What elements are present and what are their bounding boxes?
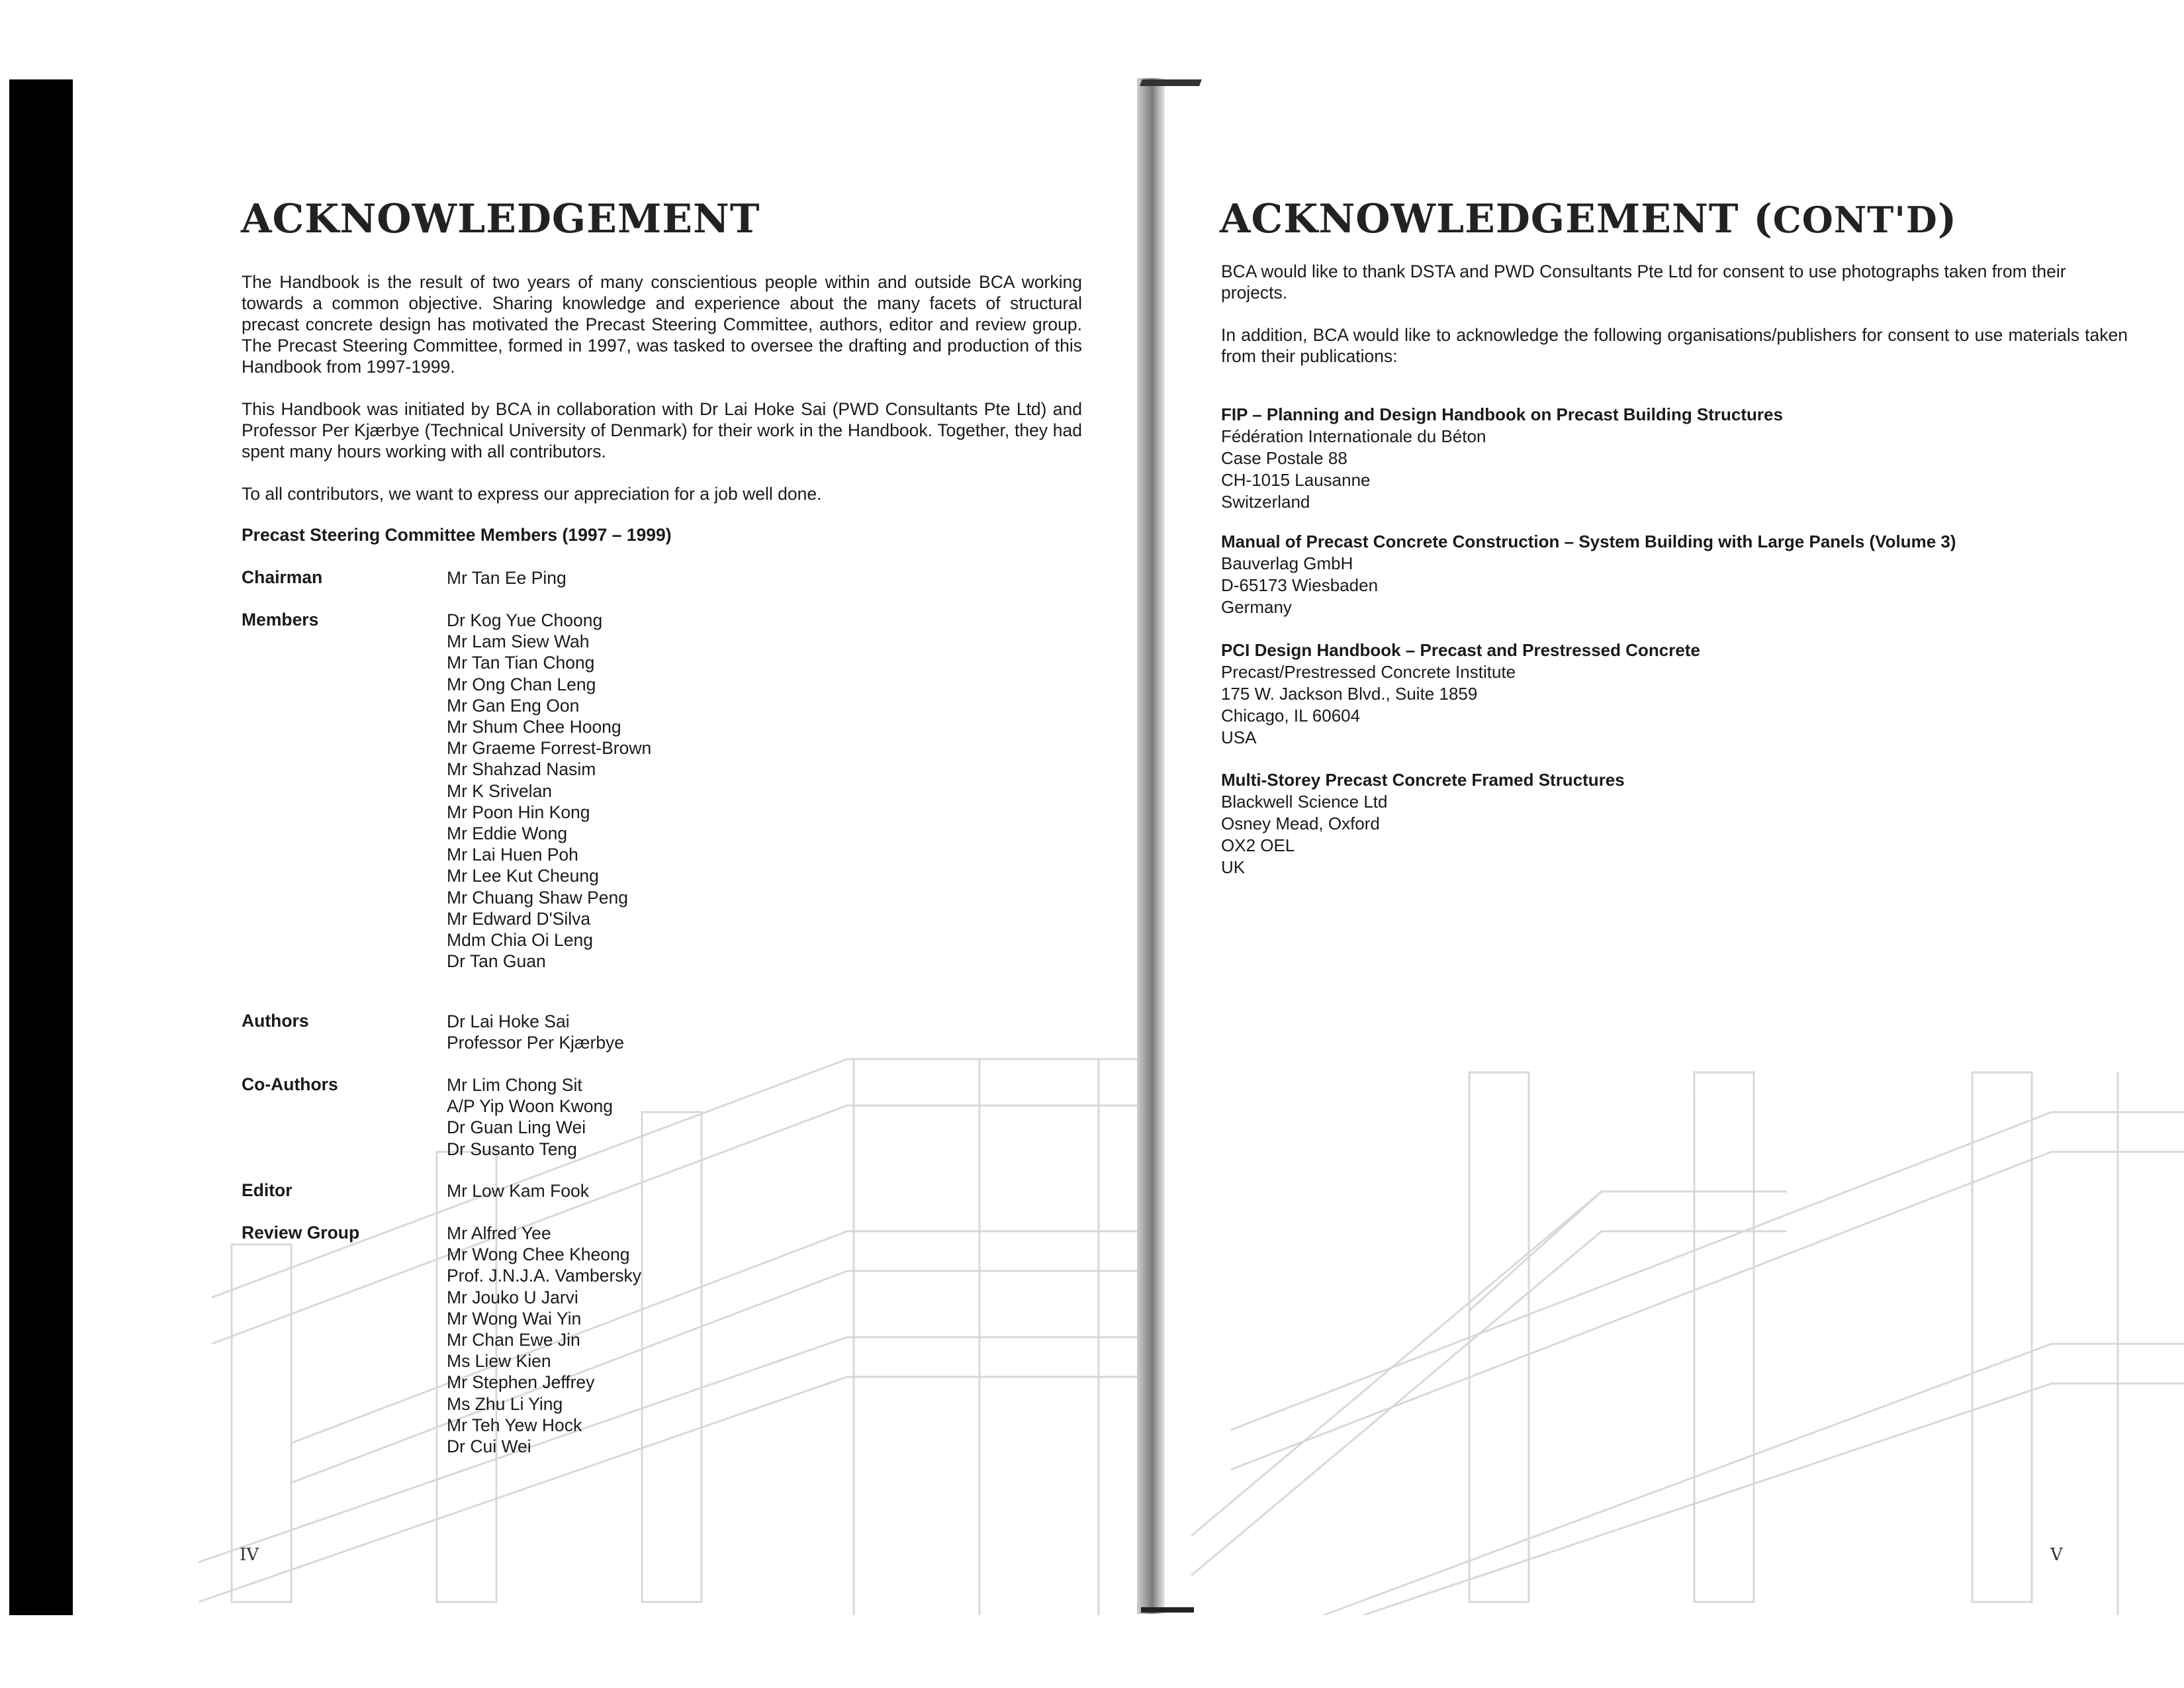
publication-title: Multi-Storey Precast Concrete Framed Structures [1221, 770, 1625, 790]
list-item: Mr Lee Kut Cheung [447, 866, 599, 886]
list-item: Dr Susanto Teng [447, 1139, 577, 1159]
list-item: Dr Guan Ling Wei [447, 1117, 586, 1138]
list-item: Dr Cui Wei [447, 1436, 531, 1457]
publication-line: Blackwell Science Ltd [1221, 792, 1388, 812]
publication-title: FIP – Planning and Design Handbook on Precast Building Structures [1221, 404, 1783, 424]
publication-entry [1221, 639, 1700, 749]
list-item: Ms Liew Kien [447, 1351, 551, 1372]
precast-frame-illustration [185, 1033, 1138, 1615]
publication-line: Germany [1221, 597, 1292, 617]
list-item: Prof. J.N.J.A. Vambersky [447, 1266, 642, 1286]
list-item: Mr Chan Ewe Jin [447, 1330, 580, 1350]
list-item: Mr Graeme Forrest-Brown [447, 738, 652, 759]
page-title [1220, 196, 1957, 242]
list-item: Mr Gan Eng Oon [447, 695, 580, 716]
list-item: Mr Lim Chong Sit [447, 1075, 582, 1095]
list-item: Mr Tan Tian Chong [447, 653, 595, 673]
publication-line: OX2 OEL [1221, 835, 1295, 855]
list-item: A/P Yip Woon Kwong [447, 1096, 613, 1117]
chairman-label: Chairman [242, 567, 323, 587]
authors-list [447, 1011, 624, 1053]
list-item: Dr Lai Hoke Sai [447, 1011, 570, 1031]
publication-line: UK [1221, 857, 1246, 877]
list-item: Mr Shum Chee Hoong [447, 717, 621, 737]
committee-heading: Precast Steering Committee Members (1997 – 1999) [242, 525, 672, 545]
publication-line: Precast/Prestressed Concrete Institute [1221, 662, 1516, 682]
editor-name: Mr Low Kam Fook [447, 1181, 590, 1201]
members-label: Members [242, 610, 319, 630]
appreciation-paragraph: To all contributors, we want to express our appreciation for a job well done. [242, 484, 822, 504]
publication-line: 175 W. Jackson Blvd., Suite 1859 [1221, 684, 1478, 704]
list-item: Mr Lam Siew Wah [447, 632, 590, 652]
publication-line: Case Postale 88 [1221, 448, 1347, 468]
review-group-list [447, 1223, 641, 1457]
list-item: Mr Edward D'Silva [447, 908, 591, 929]
right-page [1165, 0, 2184, 1688]
precast-frame-illustration [1191, 1033, 2184, 1615]
publication-line: Osney Mead, Oxford [1221, 814, 1380, 833]
publication-line: D-65173 Wiesbaden [1221, 575, 1379, 595]
list-item: Mr Jouko U Jarvi [447, 1287, 578, 1307]
list-item: Mr Wong Chee Kheong [447, 1244, 630, 1265]
title-open-paren: ( [1753, 196, 1773, 242]
co-authors-label: Co-Authors [242, 1074, 338, 1094]
list-item: Dr Tan Guan [447, 951, 546, 972]
intro-paragraph: The Handbook is the result of two years of many conscientious people within and outside BCA working towards a common objective. Sharing knowledge and experience about the many facets of structural precast concrete design has motivated the Precast Steering Committee, authors, editor and review group. The Precast Steering Committee, formed in 1997, was tasked to oversee the drafting and production of this Handbook from 1997-1999. [242, 272, 1082, 377]
page-number: V [2050, 1545, 2063, 1565]
list-item: Mr Stephen Jeffrey [447, 1372, 595, 1393]
co-authors-list [447, 1074, 613, 1160]
list-item: Professor Per Kjærbye [447, 1033, 625, 1053]
publication-entry [1221, 404, 1783, 513]
list-item: Mr Shahzad Nasim [447, 759, 596, 780]
list-item: Mr Alfred Yee [447, 1223, 551, 1243]
chairman-name: Mr Tan Ee Ping [447, 568, 567, 588]
publication-title: PCI Design Handbook – Precast and Prestressed Concrete [1221, 640, 1700, 660]
book-spine [1137, 78, 1165, 1614]
publication-title: Manual of Precast Concrete Construction – System Building with Large Panels (Volume 3) [1221, 532, 1956, 551]
publication-line: Fédération Internationale du Béton [1221, 426, 1486, 446]
list-item: Mdm Chia Oi Leng [447, 930, 593, 951]
authors-label: Authors [242, 1011, 309, 1031]
publication-line: Bauverlag GmbH [1221, 553, 1353, 573]
publication-line: Chicago, IL 60604 [1221, 706, 1361, 726]
publication-entry [1221, 769, 1625, 878]
initiation-paragraph: This Handbook was initiated by BCA in collaboration with Dr Lai Hoke Sai (PWD Consultants Pte Ltd) and Professor Per Kjærbye (Technical University of Denmark) for their work in the Handbook. Together, they had spent many hours working with all contributors. [242, 399, 1082, 461]
list-item: Mr Ong Chan Leng [447, 674, 596, 694]
title-close-paren: ) [1937, 196, 1958, 242]
title-main: ACKNOWLEDGEMENT [1220, 196, 1739, 242]
publication-line: Switzerland [1221, 492, 1310, 512]
list-item: Ms Zhu Li Ying [447, 1393, 563, 1414]
publication-entry [1221, 531, 1956, 618]
review-group-label: Review Group [242, 1223, 360, 1243]
title-continued: CONT'D [1772, 199, 1938, 241]
list-item: Dr Kog Yue Choong [447, 610, 603, 630]
thanks-paragraph: BCA would like to thank DSTA and PWD Consultants Pte Ltd for consent to use photographs taken from their projects. [1221, 261, 2066, 303]
page-number: IV [240, 1545, 259, 1565]
acknowledge-paragraph: In addition, BCA would like to acknowledge the following organisations/publishers for consent to use materials taken from their publications: [1221, 325, 2128, 366]
list-item: Mr K Srivelan [447, 780, 553, 801]
list-item: Mr Wong Wai Yin [447, 1308, 582, 1329]
list-item: Mr Eddie Wong [447, 823, 568, 844]
list-item: Mr Poon Hin Kong [447, 802, 590, 822]
publication-line: CH-1015 Lausanne [1221, 470, 1371, 490]
members-list [447, 610, 651, 972]
publication-line: USA [1221, 727, 1257, 747]
list-item: Mr Chuang Shaw Peng [447, 887, 628, 908]
page-title: ACKNOWLEDGEMENT [241, 196, 760, 242]
list-item: Mr Teh Yew Hock [447, 1415, 582, 1435]
list-item: Mr Lai Huen Poh [447, 845, 578, 865]
editor-label: Editor [242, 1180, 293, 1200]
